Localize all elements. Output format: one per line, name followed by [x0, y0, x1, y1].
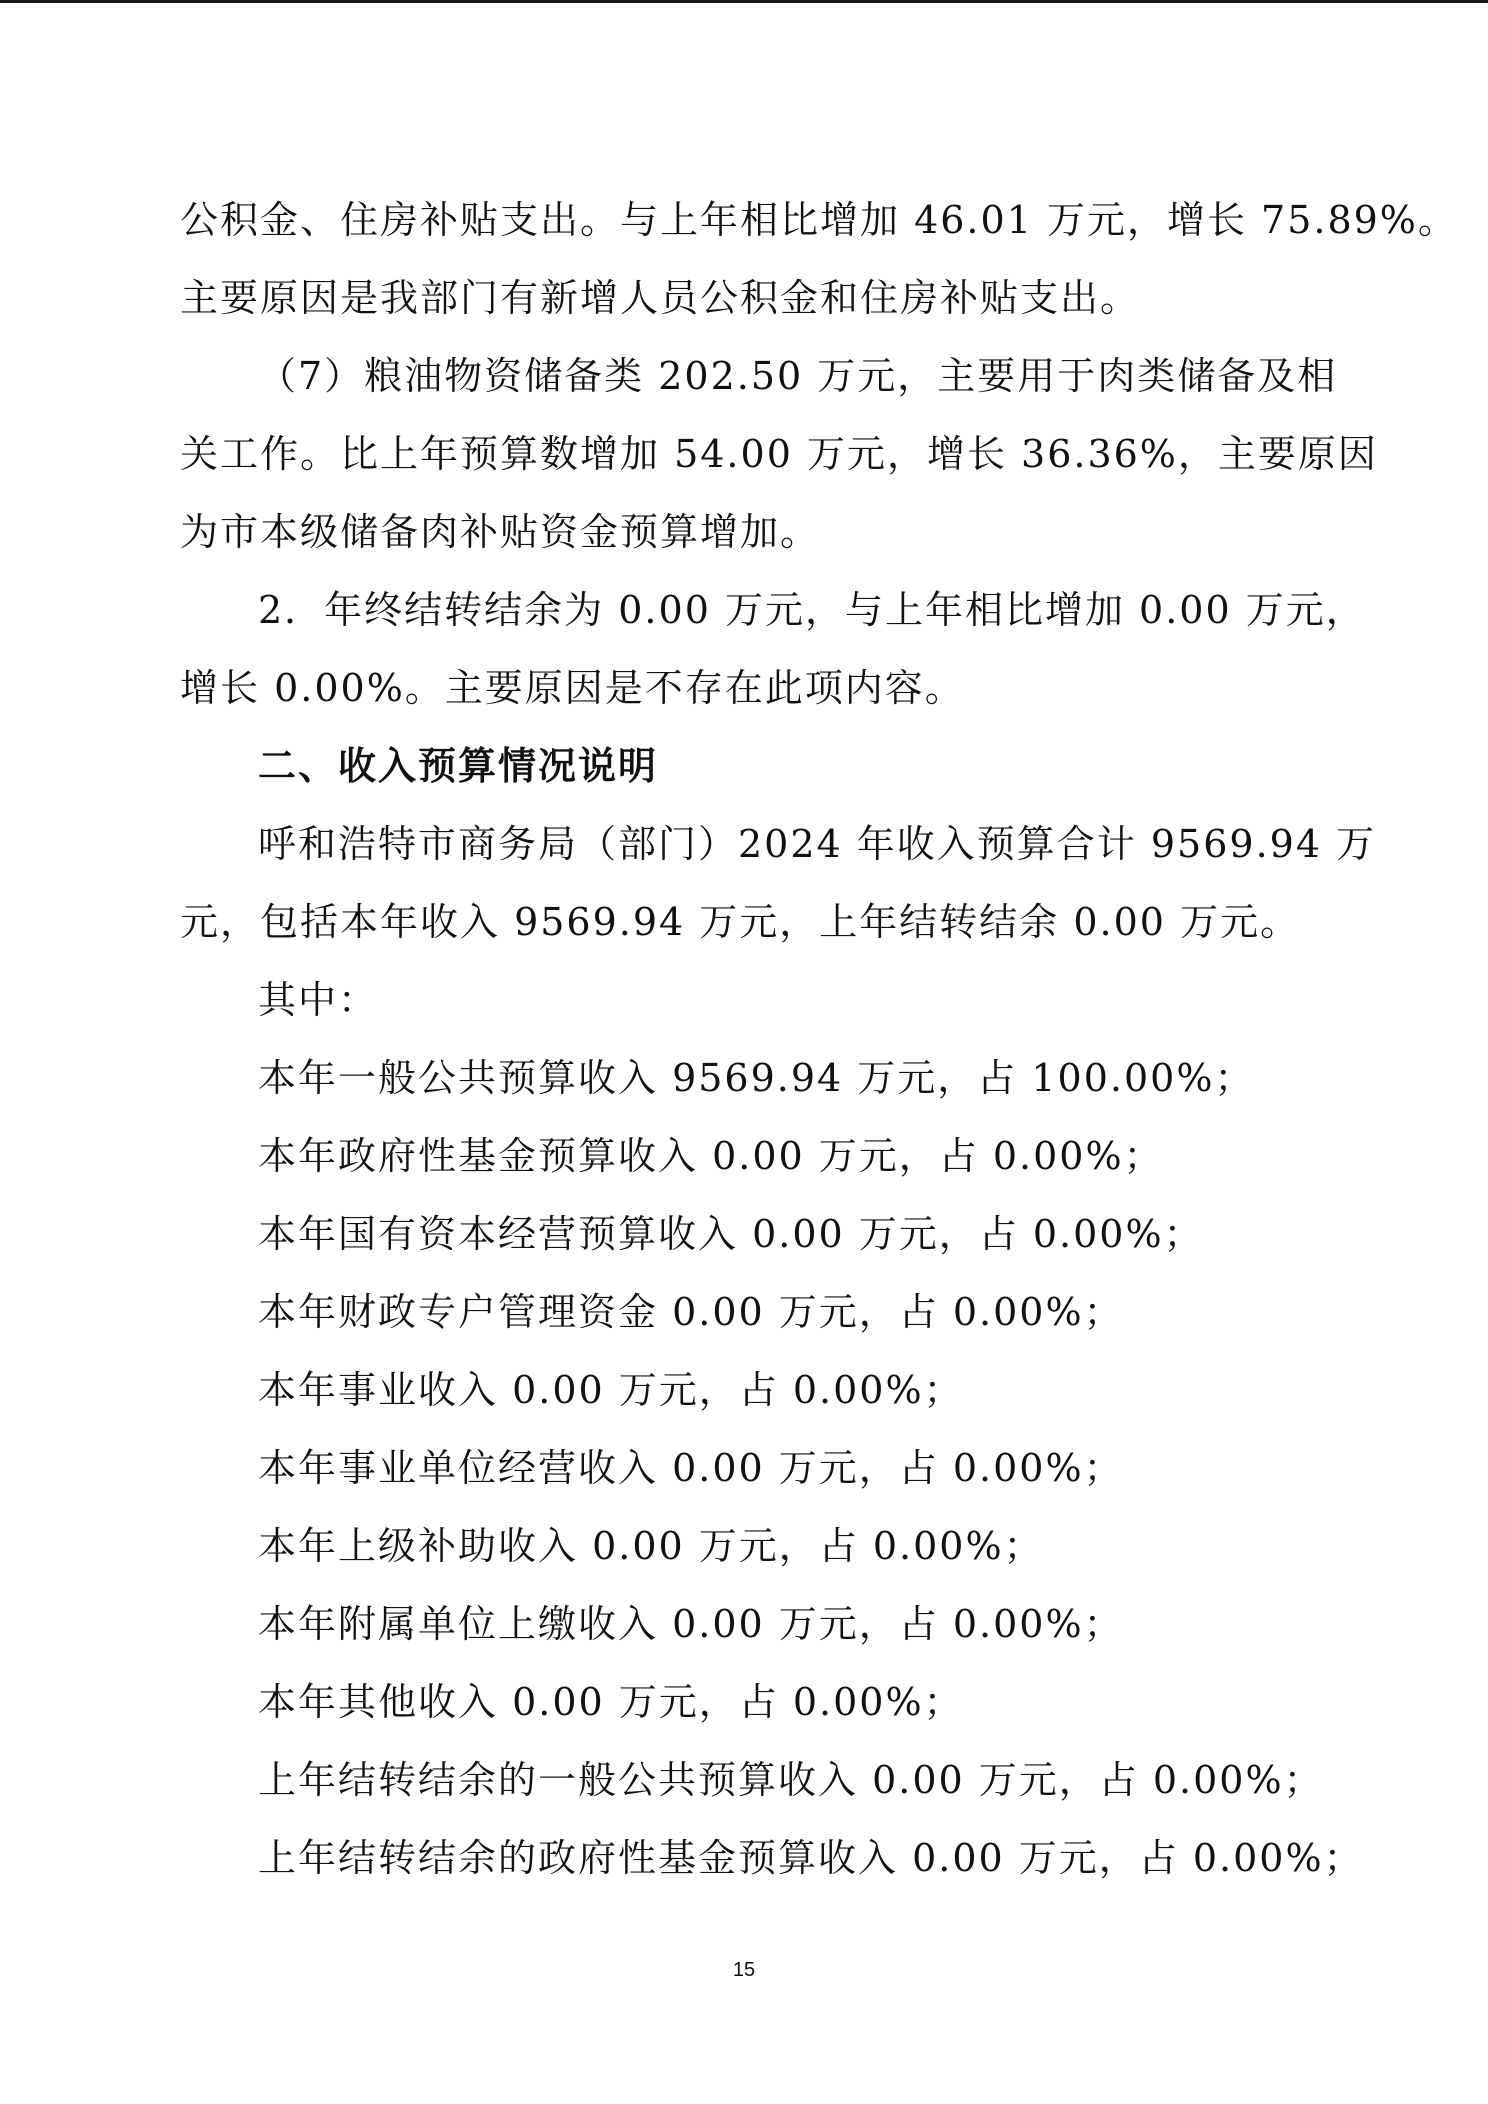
page-number: 15 — [732, 1959, 756, 1981]
list-item: 本年事业收入 0.00 万元，占 0.00%； — [258, 1368, 964, 1412]
paragraph-line: 呼和浩特市商务局（部门）2024 年收入预算合计 9569.94 万 — [258, 822, 1377, 866]
paragraph-line: 为市本级储备肉补贴资金预算增加。 — [180, 510, 821, 554]
paragraph-line: 其中： — [258, 978, 379, 1022]
section-heading: 二、收入预算情况说明 — [258, 744, 659, 788]
list-item: 本年其他收入 0.00 万元，占 0.00%； — [258, 1680, 964, 1724]
paragraph-line: 2．年终结转结余为 0.00 万元，与上年相比增加 0.00 万元， — [258, 588, 1366, 632]
paragraph-line: 增长 0.00%。主要原因是不存在此项内容。 — [180, 666, 965, 710]
list-item: 本年事业单位经营收入 0.00 万元，占 0.00%； — [258, 1446, 1124, 1490]
paragraph-line: 关工作。比上年预算数增加 54.00 万元，增长 36.36%，主要原因 — [180, 432, 1378, 476]
list-item: 上年结转结余的政府性基金预算收入 0.00 万元，占 0.00%； — [258, 1836, 1364, 1880]
list-item: 上年结转结余的一般公共预算收入 0.00 万元，占 0.00%； — [258, 1758, 1324, 1802]
paragraph-line: 元，包括本年收入 9569.94 万元，上年结转结余 0.00 万元。 — [180, 900, 1301, 944]
list-item: 本年一般公共预算收入 9569.94 万元，占 100.00%； — [258, 1056, 1255, 1100]
list-item: 本年上级补助收入 0.00 万元，占 0.00%； — [258, 1524, 1044, 1568]
list-item: 本年附属单位上缴收入 0.00 万元，占 0.00%； — [258, 1602, 1124, 1646]
list-item: 本年国有资本经营预算收入 0.00 万元，占 0.00%； — [258, 1212, 1204, 1256]
list-item: 本年政府性基金预算收入 0.00 万元，占 0.00%； — [258, 1134, 1164, 1178]
paragraph-line: 主要原因是我部门有新增人员公积金和住房补贴支出。 — [180, 276, 1141, 320]
paragraph-line: （7）粮油物资储备类 202.50 万元，主要用于肉类储备及相 — [258, 354, 1338, 398]
list-item: 本年财政专户管理资金 0.00 万元，占 0.00%； — [258, 1290, 1124, 1334]
paragraph-line: 公积金、住房补贴支出。与上年相比增加 46.01 万元，增长 75.89%。 — [180, 198, 1458, 242]
